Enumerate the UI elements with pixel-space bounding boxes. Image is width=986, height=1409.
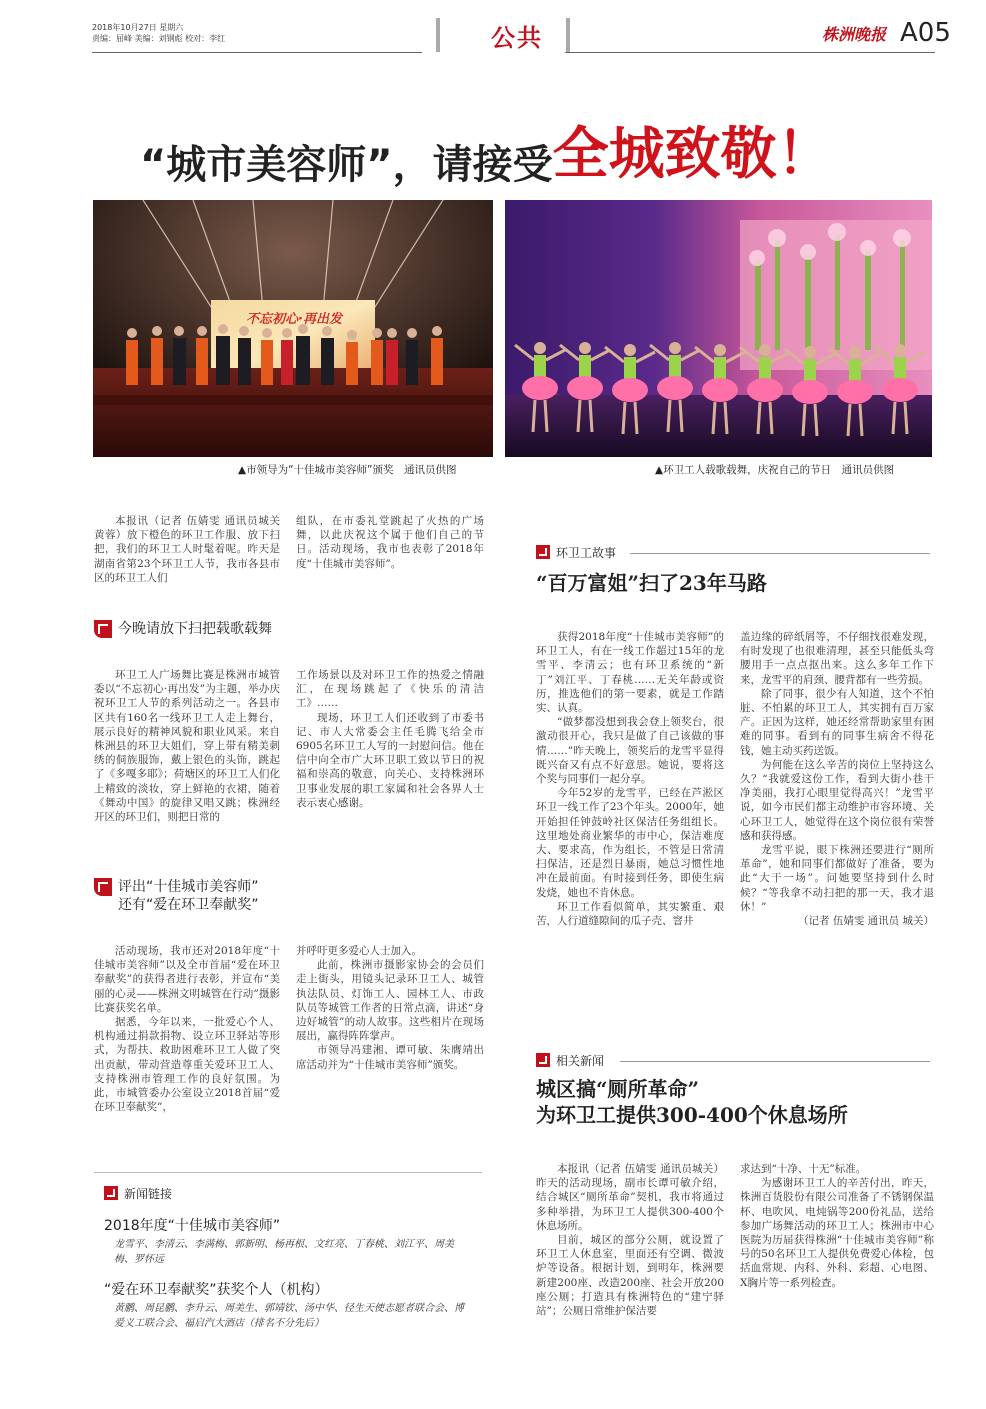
award-list-title-1: 2018年度“十佳城市美容师” (104, 1218, 281, 1234)
story1-paragraph-1: 获得2018年度“十佳城市美容师”的环卫工人，有在一线工作超过15年的龙雪平、李清云；也有环卫系统的“新丁”刘江平、丁春桃……无关年龄或资历，推选他们的第一要素，就是工作踏实、认真。 (536, 631, 724, 715)
section2-title-line1: 评出“十佳城市美容师” (118, 879, 259, 895)
story2-paragraph-3: 求达到“十净、十无”标准。 (740, 1163, 867, 1175)
story2-column-2 (740, 1162, 934, 1290)
award-list-names-2: 黄鹏、周昆鹏、李升云、周美生、郭靖钦、汤中华、径生天使志愿者联合会、博爱义工联合会、福启汽大酒店（排名不分先后） (114, 1303, 464, 1329)
section1-column-1 (94, 668, 280, 824)
arrow-icon (104, 1186, 118, 1200)
story2-paragraph-4: 为感谢环卫工人的辛苦付出，昨天，株洲百货股份有限公司准备了不锈钢保温杯、电吹风、电炖锅等200份礼品，送给参加广场舞活动的环卫工人；株洲市中心医院为历届获得株洲“十佳城市美容师”称号的50名环卫工人提供免费爱心体检，包括血常规、内科、外科、彩超、心电图、X胸片等一系列检查。 (740, 1177, 934, 1289)
headline-part2: 全城致敬！ (552, 122, 833, 187)
lead-column-2 (296, 514, 484, 571)
newspaper-brand-logo: 株洲晚报 (822, 25, 887, 44)
photo-dance-performance (505, 200, 932, 457)
arrow-icon (536, 1053, 550, 1067)
left-photo-caption: ▲市领导为“十佳城市美容师”颁奖 通讯员供图 (238, 464, 457, 476)
section1-paragraph-3: 现场，环卫工人们还收到了市委书记、市人大常委会主任毛腾飞给全市6905名环卫工人写的一封慰问信。他在信中向全市广大环卫职工致以节日的祝福和崇高的敬意，向关心、支持株洲环卫事业发展的职工家属和社会各界人士表示衷心感谢。 (296, 711, 484, 809)
page-number: A05 (900, 18, 951, 48)
award-list-title-2: “爱在环卫奉献奖”获奖个人（机构） (104, 1282, 329, 1298)
section2-paragraph-3: 并呼吁更多爱心人士加入。 (296, 945, 422, 957)
story1-column-2 (740, 630, 934, 928)
story1-paragraph-2: “做梦都没想到我会登上领奖台，很激动很开心，我只是做了自己该做的事情……”昨天晚上，领奖后的龙雪平显得既兴奋又有点不好意思。她说，要将这个奖与同事们一起分享。 (536, 716, 724, 786)
editors-line: 责编：屈峰 美编：刘钢彪 校对：李红 (92, 34, 226, 43)
story2-paragraph-1: 本报讯（记者 伍婧雯 通讯员城关）昨天的活动现场，副市长谭可敏介绍，结合城区“厕所革命”契机，我市将通过多种举措，为环卫工人提供300-400个休息场所。 (536, 1163, 724, 1232)
section2-paragraph-4: 此前，株洲市摄影家协会的会员们走上街头，用镜头记录环卫工人、城管执法队员、灯饰工人、园林工人、市政队员等城管工作者的日常点滴，讲述“身边好城管”的动人故事。这些相片在现场展出，赢得阵阵掌声。 (296, 959, 484, 1043)
story1-title: “百万富姐”扫了23年马路 (536, 571, 767, 595)
story2-column-1 (536, 1162, 724, 1318)
section2-paragraph-5: 市领导冯建湘、谭可敏、朱膺靖出席活动并为“十佳城市美容师”颁奖。 (296, 1044, 484, 1071)
news-links-box (94, 1172, 482, 1342)
section1-column-2 (296, 668, 484, 810)
section-title: 公共 (491, 23, 543, 52)
right-photo-caption: ▲环卫工人载歌载舞，庆祝自己的节日 通讯员供图 (655, 464, 895, 476)
story2-title-line2: 为环卫工提供300-400个休息场所 (536, 1103, 848, 1127)
story1-tag (536, 544, 616, 561)
stage-banner: 不忘初心·再出发 (246, 312, 342, 327)
main-headline (140, 110, 900, 190)
story2-tag-label: 相关新闻 (556, 1054, 605, 1068)
section2-paragraph-1: 活动现场，我市还对2018年度“十佳城市美容师”以及全市首届“爱在环卫奉献奖”的获得者进行表彰，并宣布“美丽的心灵——株洲文明城管在行动”摄影比赛获奖名单。 (94, 945, 280, 1014)
section2-column-2 (296, 944, 484, 1072)
date-line: 2018年10月27日 星期六 (92, 23, 184, 32)
section-marker-icon (94, 878, 112, 896)
headline-part1: “城市美容师”，请接受 (140, 142, 553, 188)
section2-heading (118, 878, 478, 914)
story1-paragraph-4: 环卫工作看似简单，其实繁重、艰苦，人行道缝隙间的瓜子壳、窨井 (536, 900, 724, 928)
story1-paragraph-7: 为何能在这么辛苦的岗位上坚持这么久？“我就爱这份工作，看到大街小巷干净美丽，我打心眼里觉得高兴！”龙雪平说，如今市民们都主动维护市容环境、关心环卫工人，她觉得在这个岗位很有荣誉感和获得感。 (740, 758, 934, 842)
header-divider-left (436, 18, 440, 52)
story2-tag (536, 1052, 604, 1069)
header-divider-right (566, 18, 570, 52)
section2-column-1 (94, 944, 280, 1114)
header-rule-right (565, 52, 935, 53)
header-rule-left (92, 52, 422, 53)
lead-paragraph-2: 组队，在市委礼堂跳起了火热的广场舞，以此庆祝这个属于他们自己的节日。活动现场，我市也表彰了2018年度“十佳城市美容师”。 (296, 515, 484, 570)
header-info (92, 22, 432, 44)
arrow-icon (536, 545, 550, 559)
story1-column-1 (536, 630, 724, 928)
lead-column-1 (94, 514, 280, 585)
story2-title-line1: 城区搞“厕所革命” (536, 1077, 700, 1101)
section2-paragraph-2: 据悉，今年以来，一批爱心个人、机构通过捐款捐物、设立环卫驿站等形式，为帮扶、救助困难环卫工人做了突出贡献，带动营造尊重关爱环卫工人、支持株洲市管理工作的良好氛围。为此，市城管委办公室设立2018首届“爱在环卫奉献奖”， (94, 1016, 280, 1114)
story1-paragraph-5: 盖边缘的碎纸屑等，不仔细找很难发现，有时发现了也很难清理，甚至只能低头弯腰用手一点点抠出来。这么多年工作下来，龙雪平的肩颈、腰背都有一些劳损。 (740, 631, 934, 686)
story1-byline: （记者 伍婧雯 通讯员 城关） (797, 915, 934, 928)
photo-award-ceremony (93, 200, 493, 457)
story2-tag-rule (620, 1061, 930, 1062)
story1-paragraph-6: 除了同事，很少有人知道，这个不怕脏、不怕累的环卫工人，其实拥有百万家产。正因为这样，她还经常帮助家里有困难的同事。看到有的同事生病舍不得花钱，她主动买药送饭。 (740, 687, 934, 757)
section1-title: 今晚请放下扫把载歌载舞 (118, 621, 272, 637)
story2-paragraph-2: 目前，城区的部分公厕，就设置了环卫工人休息室，里面还有空调、微波炉等设备。根据计划，到明年，株洲要新建200座、改造200座、社会开放200座公厕；打造具有株洲特色的“建宁驿站”；公厕日常维护保洁要 (536, 1234, 724, 1318)
section1-paragraph-1: 环卫工人广场舞比赛是株洲市城管委以“不忘初心·再出发”为主题，举办庆祝环卫工人节的系列活动之一。各县市区共有160名一线环卫工人走上舞台，展示良好的精神风貌和职业风采。来自株洲县的环卫大姐们，穿上带有精美刺绣的侗族服饰，戴上银色的头饰，跳起了《多嘎多耶》；荷塘区的环卫工人们化上精致的淡妆，穿上鲜艳的衣裙，随着《舞动中国》的旋律又唱又跳；株洲经开区的环卫们，则把日常的 (94, 669, 280, 824)
story1-tag-label: 环卫工故事 (556, 546, 617, 560)
story1-paragraph-3: 今年52岁的龙雪平，已经在芦淞区环卫一线工作了23个年头。2000年，她开始担任钟鼓岭社区保洁任务组组长。这里地处商业繁华的市中心，保洁难度大、要求高，作为组长，不管是日常清扫保洁，还是烈日暴雨，她总习惯性地冲在最前面。有时接到任务，即使生病发烧，她也不肯休息。 (536, 787, 724, 899)
lead-paragraph-1: 本报讯（记者 伍婧雯 通讯员城关 黄蓉）放下橙色的环卫工作服、放下扫把，我们的环卫工人时髦着呢。昨天是湖南省第23个环卫工人节，我市各县市区的环卫工人们 (94, 515, 280, 584)
section-marker-icon (94, 620, 112, 638)
story1-paragraph-8: 龙雪平说，眼下株洲还要进行“厕所革命”，她和同事们都做好了准备，要为此“大干一场”。问她要坚持到什么时候？“等我拿不动扫把的那一天，我才退休！” (740, 844, 934, 913)
section1-heading (118, 620, 478, 638)
section1-paragraph-2: 工作场景以及对环卫工作的热爱之情融汇，在现场跳起了《快乐的清洁工》…… (296, 669, 484, 710)
story1-tag-rule (630, 553, 930, 554)
award-list-names-1: 龙雪平、李清云、李满梅、郭新明、杨再根、文红亮、丁春桃、刘江平、周美梅、罗怀远 (114, 1239, 454, 1265)
news-links-tag-label: 新闻链接 (124, 1187, 173, 1201)
story2-title (536, 1076, 936, 1128)
news-links-tag (104, 1185, 172, 1202)
section2-title-line2: 还有“爱在环卫奉献奖” (118, 897, 259, 913)
